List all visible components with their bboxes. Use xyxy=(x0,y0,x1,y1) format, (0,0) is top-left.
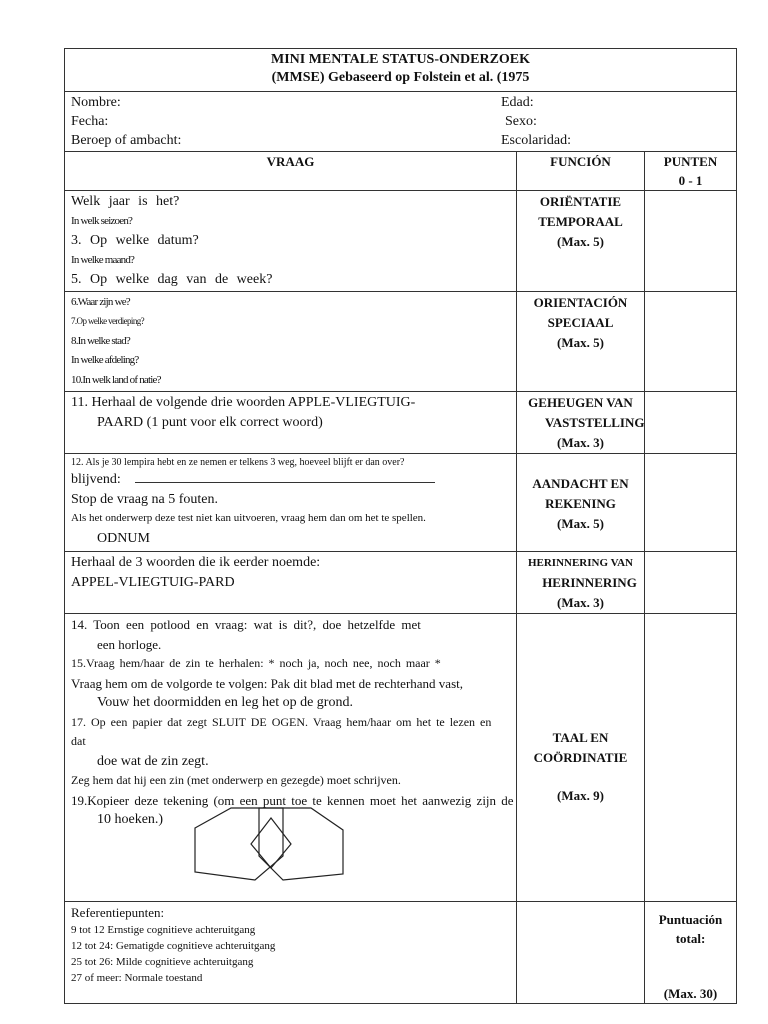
score-herinnering[interactable] xyxy=(645,552,737,614)
function-label: HERINNERING VAN xyxy=(527,557,634,569)
edad-label: Edad: xyxy=(501,95,534,110)
function-geheugen xyxy=(517,392,645,454)
sexo-label: Sexo: xyxy=(505,114,537,129)
question-1: Welk jaar is het? xyxy=(71,194,180,209)
title-line-2: (MMSE) Gebaseerd op Folstein et al. (1975 xyxy=(271,70,530,85)
function-max: (Max. 9) xyxy=(557,788,604,803)
total-score[interactable] xyxy=(645,902,737,1004)
mmse-form xyxy=(64,48,736,1004)
question-14-cont: een horloge. xyxy=(97,636,162,652)
score-orientatie-tijd[interactable] xyxy=(645,191,737,292)
beroep-label: Beroep of ambacht: xyxy=(71,133,182,148)
question-19-cont: 10 hoeken.) xyxy=(97,812,164,827)
question-19: 19.Kopieer deze tekening (om een punt toe te kennen moet het aanwezig zijn de xyxy=(71,792,514,808)
question-17: 17. Op een papier dat zegt SLUIT DE OGEN. Vraag hem/haar om het te lezen en dat xyxy=(71,714,492,748)
function-label: GEHEUGEN VAN xyxy=(528,395,633,410)
function-max: (Max. 5) xyxy=(557,334,604,350)
question-9: In welke afdeling? xyxy=(71,354,139,366)
function-label: VASTSTELLING xyxy=(545,415,645,430)
question-16-cont: Vouw het doormidden en leg het op de grond. xyxy=(97,695,353,710)
title-line-1: MINI MENTALE STATUS-ONDERZOEK xyxy=(270,52,531,67)
col-vraag: VRAAG xyxy=(65,152,517,191)
question-18: Zeg hem dat hij een zin (met onderwerp en gezegde) moet schrijven. xyxy=(71,773,401,787)
reference-points xyxy=(65,902,517,1004)
question-4: In welke maand? xyxy=(71,253,135,266)
function-label: REKENING xyxy=(545,496,616,511)
pentagons-drawing xyxy=(191,804,351,884)
reference-ernstig: 9 tot 12 Ernstige cognitieve achteruitgang xyxy=(71,924,256,936)
function-label: COÖRDINATIE xyxy=(533,750,628,765)
form-title xyxy=(65,49,737,92)
reference-title: Referentiepunten: xyxy=(71,905,165,920)
col-funcion: FUNCIÓN xyxy=(517,152,645,191)
function-max: (Max. 3) xyxy=(557,435,604,450)
total-label-2: total: xyxy=(675,931,706,946)
function-label: ORIENTACIÓN xyxy=(533,294,628,310)
odnum-word: ODNUM xyxy=(97,530,150,546)
question-13: Herhaal de 3 woorden die ik eerder noemde: xyxy=(71,555,321,570)
question-15: 15.Vraag hem/haar de zin te herhalen: * noch ja, noch nee, noch maar * xyxy=(71,656,441,670)
fecha-label: Fecha: xyxy=(71,114,109,129)
punten-range: 0 - 1 xyxy=(678,173,703,188)
function-max: (Max. 5) xyxy=(557,516,604,531)
question-10: 10.In welk land of natie? xyxy=(71,373,161,386)
function-max: (Max. 5) xyxy=(557,234,604,249)
punten-label: PUNTEN xyxy=(663,154,718,169)
patient-header xyxy=(65,92,737,152)
section-herinnering xyxy=(65,552,517,614)
total-label-1: Puntuación xyxy=(658,912,723,927)
score-taal[interactable] xyxy=(645,614,737,902)
question-13-words: APPEL-VLIEGTUIG-PARD xyxy=(71,574,235,590)
blijvend-label: blijvend: xyxy=(71,472,121,487)
escolaridad-label: Escolaridad: xyxy=(501,133,571,148)
function-herinnering xyxy=(517,552,645,614)
nombre-label: Nombre: xyxy=(71,95,121,110)
question-3: 3. Op welke datum? xyxy=(71,233,199,248)
question-6: 6.Waar zijn we? xyxy=(71,295,130,308)
center-diamond xyxy=(251,818,291,868)
question-2: In welk seizoen? xyxy=(71,214,133,227)
stop-instruction: Stop de vraag na 5 fouten. xyxy=(71,491,218,507)
function-taal xyxy=(517,614,645,902)
section-geheugen xyxy=(65,392,517,454)
score-aandacht[interactable] xyxy=(645,454,737,552)
function-max: (Max. 3) xyxy=(557,595,604,610)
total-max: (Max. 30) xyxy=(663,986,718,1001)
section-orientatie-tijd xyxy=(65,191,517,292)
section-orientatie-plaats xyxy=(65,291,517,392)
function-label: HERINNERING xyxy=(542,575,637,590)
function-label: AANDACHT EN xyxy=(532,476,629,491)
score-geheugen[interactable] xyxy=(645,392,737,454)
question-17-cont: doe wat de zin zegt. xyxy=(97,753,209,769)
answer-line[interactable] xyxy=(135,470,435,483)
question-11-cont: PAARD (1 punt voor elk correct woord) xyxy=(97,414,323,430)
reference-normaal: 27 of meer: Normale toestand xyxy=(71,972,203,984)
question-14: 14. Toon een potlood en vraag: wat is dit?, doe hetzelfde met xyxy=(71,617,421,632)
section-aandacht xyxy=(65,454,517,552)
blijvend-row xyxy=(71,470,510,490)
mmse-table xyxy=(64,48,737,1004)
question-12: 12. Als je 30 lempira hebt en ze nemen er telkens 3 weg, hoeveel blijft er dan over? xyxy=(71,457,405,468)
question-16: Vraag hem om de volgorde te volgen: Pak dit blad met de rechterhand vast, xyxy=(71,675,463,691)
col-punten xyxy=(645,152,737,191)
question-7: 7.Op welke verdieping? xyxy=(71,316,145,326)
question-11: 11. Herhaal de volgende drie woorden APPLE-VLIEGTUIG- xyxy=(71,395,416,410)
function-orientatie-plaats xyxy=(517,291,645,392)
reference-empty xyxy=(517,902,645,1004)
function-aandacht xyxy=(517,454,645,552)
section-taal xyxy=(65,614,517,902)
function-label: SPECIAAL xyxy=(547,314,614,330)
function-label: ORIËNTATIE xyxy=(539,194,622,209)
function-label: TEMPORAAL xyxy=(538,214,623,229)
function-orientatie-tijd xyxy=(517,191,645,292)
reference-mild: 25 tot 26: Milde cognitieve achteruitgang xyxy=(71,956,254,968)
function-label: TAAL EN xyxy=(552,730,609,745)
reference-gematigd: 12 tot 24: Gematigde cognitieve achteruitgang xyxy=(71,940,276,952)
question-5: 5. Op welke dag van de week? xyxy=(71,272,273,287)
score-orientatie-plaats[interactable] xyxy=(645,291,737,392)
question-8: 8.In welke stad? xyxy=(71,334,130,347)
alt-instruction: Als het onderwerp deze test niet kan uitvoeren, vraag hem dan om het te spellen. xyxy=(71,512,426,524)
